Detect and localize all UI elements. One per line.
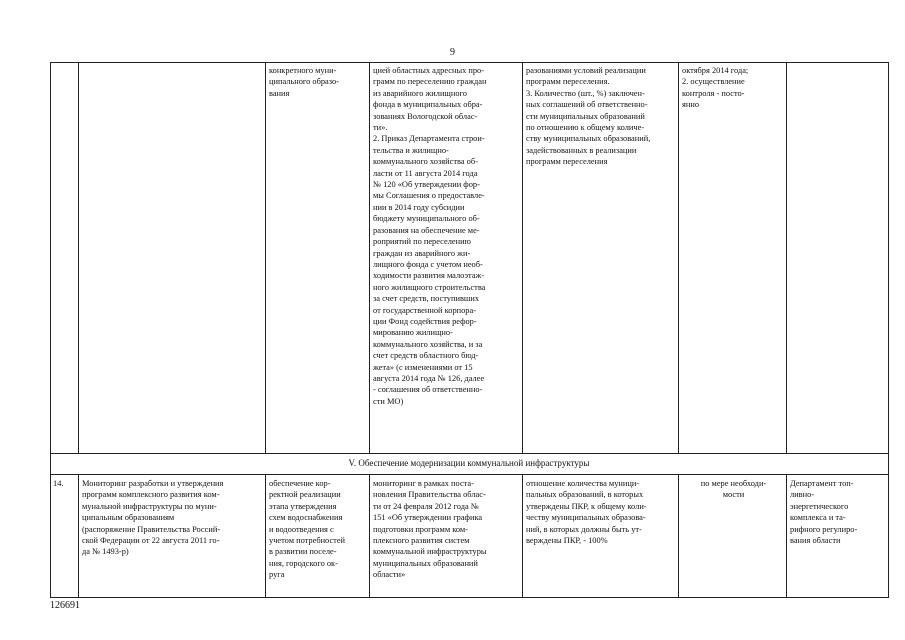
row-14-indicator-cell	[526, 478, 677, 596]
column-divider	[265, 62, 266, 454]
top-row-executor: конкретного муни- ципального образо- вания	[269, 66, 340, 98]
section-rule-bottom	[50, 474, 889, 475]
row-14-measure: Мониторинг разработки и утверждения программ комплексного развития ком- мунальной инфраструктуры по муни- ципальным образованиям (распоряжение Правительства Россий- ской Федерации от 22 августа 2011 го- да № 1493-р)	[82, 479, 224, 557]
row-14-document-cell	[373, 478, 521, 596]
column-divider	[522, 474, 523, 598]
top-row-indicator-cell	[526, 65, 677, 451]
column-divider	[78, 62, 79, 454]
top-row-indicator: разованиями условий реализации программ переселения. 3. Количество (шт., %) заключен- ных соглашений об ответственно- сти муниципальных образований по отношению к общему количе- ству муниципальных образований, задействованных в реализации программ переселения	[526, 66, 651, 167]
column-divider	[786, 474, 787, 598]
table-border-bottom	[50, 597, 889, 598]
column-divider	[678, 474, 679, 598]
row-14-executor-cell	[269, 478, 367, 596]
row-14-measure-cell	[82, 478, 264, 596]
document-code: 126691	[50, 600, 80, 611]
top-row-document: цией областных адресных про- грамм по переселению граждан из аварийного жилищного фонда в муниципальных обра- зованиях Вологодской облас- ти». 2. Приказ Департамента строи- тельства и жилищно- коммунального хозяйства об- ласти от 11 августа 2014 года № 120 «Об утверждении фор- мы Соглашения о предоставле- нии в 2014 году субсидии бюджету муниципального об- разования на обеспечение ме- роприятий по переселению граждан из аварийного жи- лищного фонда с учетом необ- ходимости развития малоэтаж- ного жилищного строительства за счет средств, поступивших от государственной корпора- ции Фонд содействия рефор- мированию жилищно- коммунального хозяйства, и за счет средств областного бюд- жета» (с изменениями от 15 августа 2014 года № 126, далее - соглашения об ответственно- сти МО)	[373, 66, 487, 406]
column-divider	[369, 474, 370, 598]
row-14-number: 14.	[53, 479, 64, 488]
top-row-deadline-cell	[682, 65, 785, 451]
column-divider	[678, 62, 679, 454]
row-14-responsible: Департамент топ- ливно- энергетического комплекса и та- рифного регулиро- вания области	[790, 479, 858, 546]
column-divider	[78, 474, 79, 598]
column-divider	[522, 62, 523, 454]
column-divider	[786, 62, 787, 454]
section-rule-top	[50, 453, 889, 454]
table-border-right	[888, 62, 889, 598]
row-14-deadline-cell	[682, 478, 785, 596]
row-14-number-cell	[53, 478, 77, 596]
page-number: 9	[450, 47, 455, 58]
column-divider	[369, 62, 370, 454]
row-14-responsible-cell	[790, 478, 886, 596]
top-row-responsible-cell	[790, 65, 886, 451]
top-row-executor-cell	[269, 65, 367, 451]
table-border-top	[50, 62, 889, 63]
top-row-document-cell	[373, 65, 521, 451]
row-14-document: мониторинг в рамках поста- новления Правительства облас- ти от 24 февраля 2012 года № 151 «Об утверждении графика подготовки программ ком- плексного развития систем коммунальной инфраструктуры муниципальных образований области»	[373, 479, 487, 580]
top-row-deadline: октября 2014 года; 2. осуществление контроля - посто- янно	[682, 66, 749, 110]
column-divider	[265, 474, 266, 598]
row-14-indicator: отношение количества муници- пальных образований, в которых утверждены ПКР, к общему коли- честву муниципальных образова- ний, в которых должны быть ут- верждены ПКР, - 100%	[526, 479, 647, 546]
table-border-left	[50, 62, 51, 598]
row-14-executor: обеспечение кор- ректной реализации этапа утверждения схем водоснабжения и водоотведения с учетом потребностей в развитии поселе- ния, городского ок- руга	[269, 479, 346, 580]
section-heading: V. Обеспечение модернизации коммунальной инфраструктуры	[348, 458, 590, 468]
row-14-deadline: по мере необходи- мости	[700, 479, 767, 500]
